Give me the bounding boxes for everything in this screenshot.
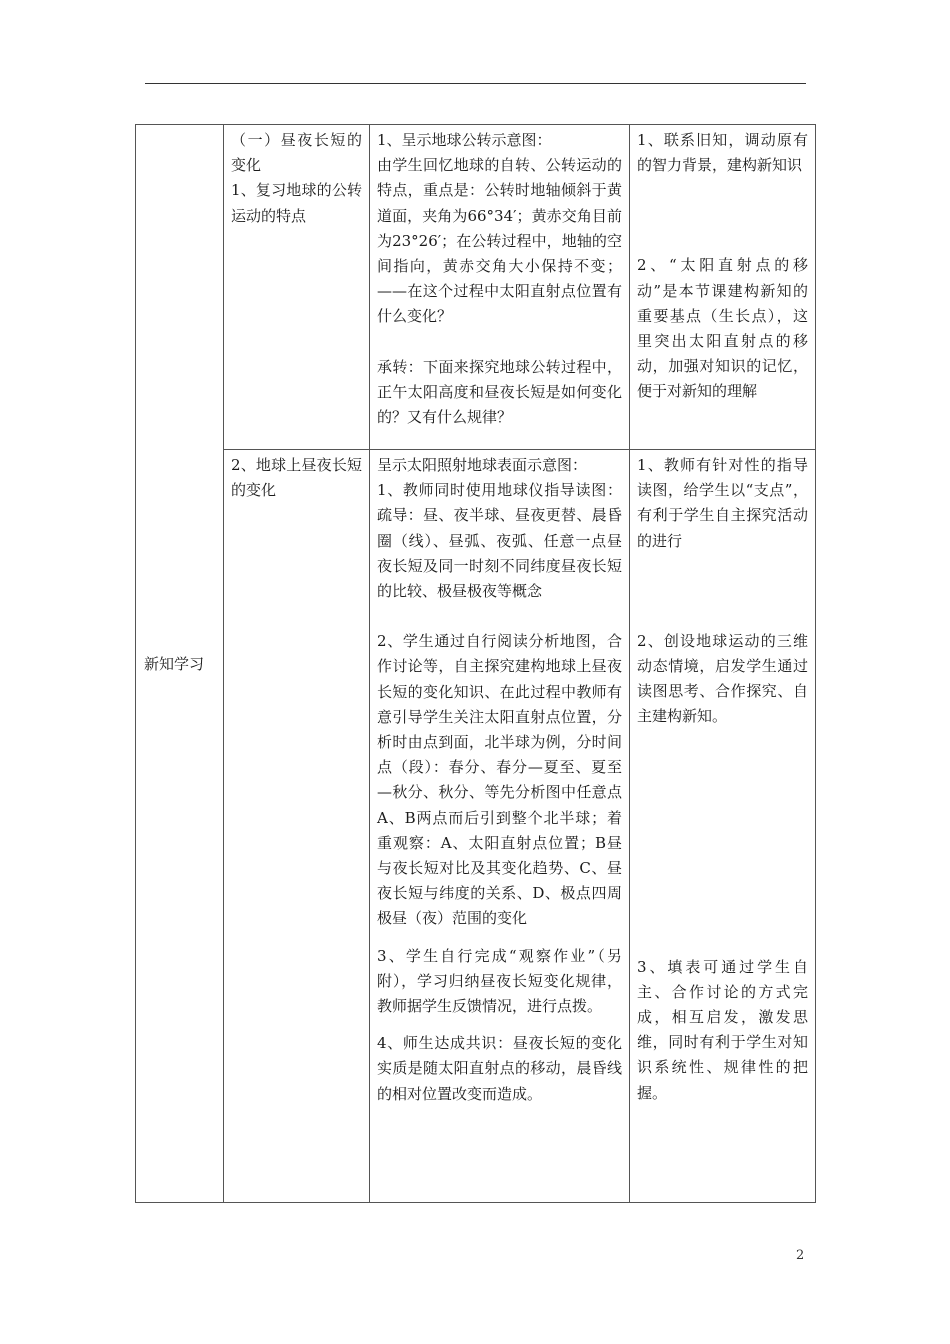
activity-paragraph: 承转：下面来探究地球公转过程中，正午太阳高度和昼夜长短是如何变化的？又有什么规律？ xyxy=(377,357,622,427)
design-intent-cell xyxy=(630,450,816,1203)
table-row xyxy=(136,450,816,1203)
intent-paragraph: 3、填表可通过学生自主、合作讨论的方式完成，相互启发，激发思维，同时有利于学生对知识系统性、规律性的把握。 xyxy=(637,957,808,1102)
table-row xyxy=(136,125,816,450)
design-intent-cell xyxy=(630,125,816,450)
activity-paragraph: 呈示太阳照射地球表面示意图： xyxy=(377,456,588,474)
activity-paragraph: 由学生回忆地球的自转、公转运动的特点，重点是：公转时地轴倾斜于黄道面，夹角为66°34′；黄赤交角目前为23°26′；在公转过程中，地轴的空间指向，黄赤交角大小保持不变；——在这个过程中太阳直射点位置有什么变化？ xyxy=(377,156,622,326)
lesson-plan-table xyxy=(135,124,816,1203)
activity-paragraph: 1、呈示地球公转示意图： xyxy=(377,131,552,149)
activity-paragraph: 4、师生达成共识：昼夜长短的变化实质是随太阳直射点的移动，晨昏线的相对位置改变而造成。 xyxy=(377,1034,622,1103)
intent-paragraph: 2、“太阳直射点的移动”是本节课建构新知的重要基点（生长点），这里突出太阳直射点的移动，加强对知识的记忆，便于对新知的理解 xyxy=(637,256,808,401)
intent-paragraph: 2、创设地球运动的三维动态情境，启发学生通过读图思考、合作探究、自主建构新知。 xyxy=(637,631,808,726)
page-number: 2 xyxy=(796,1248,805,1263)
teacher-activity-cell xyxy=(370,450,630,1203)
intent-paragraph: 1、联系旧知，调动原有的智力背景，建构新知识 xyxy=(637,131,808,175)
section-label: 新知学习 xyxy=(136,125,224,1203)
activity-paragraph: 1、教师同时使用地球仪指导读图：疏导：昼、夜半球、昼夜更替、晨昏圈（线）、昼弧、夜弧、任意一点昼夜长短及同一时刻不同纬度昼夜长短的比较、极昼极夜等概念 xyxy=(377,481,622,601)
teacher-activity-cell xyxy=(370,125,630,450)
topic-cell xyxy=(224,125,370,450)
topic-title: （一）昼夜长短的变化 xyxy=(231,131,362,175)
intent-paragraph: 1、教师有针对性的指导读图，给学生以“支点”，有利于学生自主探究活动的进行 xyxy=(637,456,808,550)
topic-cell xyxy=(224,450,370,1203)
activity-paragraph: 3、学生自行完成“观察作业”（另附），学习归纳昼夜长短变化规律，教师据学生反馈情况，进行点拨。 xyxy=(377,946,622,1016)
activity-paragraph: 2、学生通过自行阅读分析地图，合作讨论等，自主探究建构地球上昼夜长短的变化知识、在此过程中教师有意引导学生关注太阳直射点位置，分析时由点到面，北半球为例，分时间点（段）：春分、春分—夏至、夏至—秋分、秋分、等先分析图中任意点A、B两点而后引到整个北半球；着重观察：A、太阳直射点位置；B昼与夜长短对比及其变化趋势、C、昼夜长短与纬度的关系、D、极点四周极昼（夜）范围的变化 xyxy=(377,632,622,928)
topic-title: 2、地球上昼夜长短的变化 xyxy=(231,456,362,500)
header-rule xyxy=(145,83,806,84)
topic-subtitle: 1、复习地球的公转运动的特点 xyxy=(231,181,362,225)
